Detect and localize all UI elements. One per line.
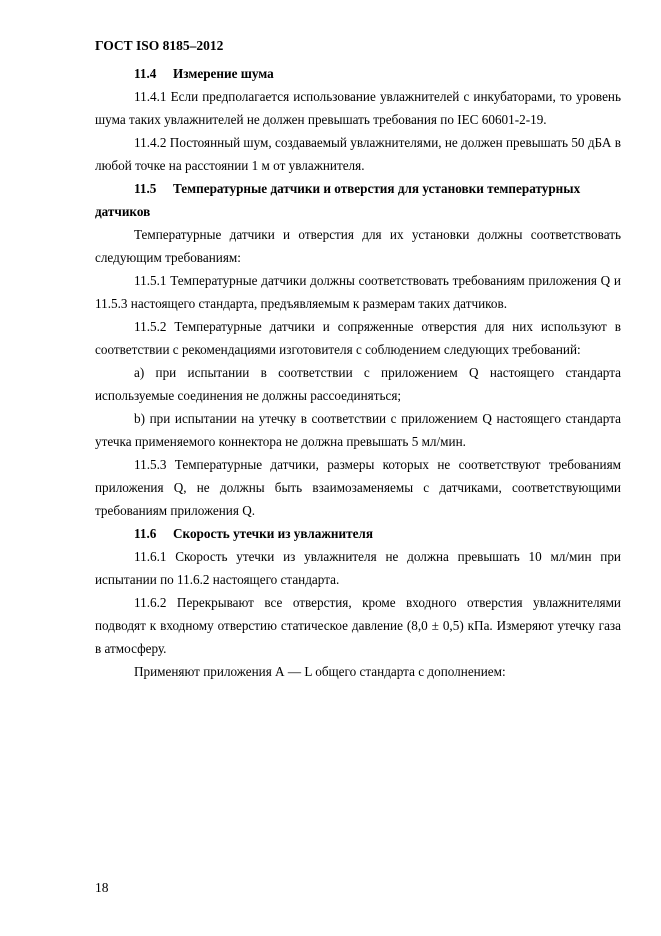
paragraph-11-6-2: 11.6.2 Перекрывают все отверстия, кроме входного отверстия увлажнителями подводят к входному отверстию статическое давление (8,0 ± 0,5) кПа. Измеряют утечку газа в атмосферу. — [95, 595, 621, 656]
paragraph-11-5-1: 11.5.1 Температурные датчики должны соответствовать требованиям приложения Q и 11.5.3 настоящего стандарта, предъявляемым к размерам таких датчиков. — [95, 273, 621, 311]
paragraph-11-5-2: 11.5.2 Температурные датчики и сопряженные отверстия для них используют в соответствии с рекомендациями изготовителя с соблюдением следующих требований: — [95, 319, 621, 357]
section-heading-11-4 — [95, 62, 621, 85]
paragraph-annexes: Применяют приложения А — L общего стандарта с дополнением: — [134, 664, 506, 679]
paragraph-11-6-1: 11.6.1 Скорость утечки из увлажнителя не должна превышать 10 мл/мин при испытании по 11.6.2 настоящего стандарта. — [95, 549, 621, 587]
section-number: 11.6 — [134, 526, 157, 541]
page-number: 18 — [95, 880, 109, 895]
section-title: Температурные датчики и отверстия для установки температурных датчиков — [95, 181, 581, 219]
section-heading-11-6 — [95, 522, 621, 545]
paragraph-11-5-intro: Температурные датчики и отверстия для их установки должны соответствовать следующим требованиям: — [95, 227, 621, 265]
section-heading-11-5 — [95, 177, 621, 223]
paragraph-11-4-2: 11.4.2 Постоянный шум, создаваемый увлажнителями, не должен превышать 50 дБА в любой точке на расстоянии 1 м от увлажнителя. — [95, 135, 621, 173]
section-number: 11.4 — [134, 66, 157, 81]
list-item-b: b) при испытании на утечку в соответствии с приложением Q настоящего стандарта утечка применяемого коннектора не должна превышать 5 мл/мин. — [95, 411, 621, 449]
paragraph-11-5-3: 11.5.3 Температурные датчики, размеры которых не соответствуют требованиям приложения Q, не должны быть взаимозаменяемы с датчиками, соответствующими требованиям приложения Q. — [95, 457, 621, 518]
list-item-a: a) при испытании в соответствии с приложением Q настоящего стандарта используемые соединения не должны рассоединяться; — [95, 365, 621, 403]
document-header: ГОСТ ISO 8185–2012 — [95, 38, 224, 53]
section-title: Скорость утечки из увлажнителя — [173, 526, 373, 541]
document-body — [95, 62, 621, 683]
paragraph-11-4-1: 11.4.1 Если предполагается использование увлажнителей с инкубаторами, то уровень шума таких увлажнителей не должен превышать требования по IEC 60601-2-19. — [95, 89, 621, 127]
section-number: 11.5 — [134, 181, 157, 196]
section-title: Измерение шума — [173, 66, 274, 81]
